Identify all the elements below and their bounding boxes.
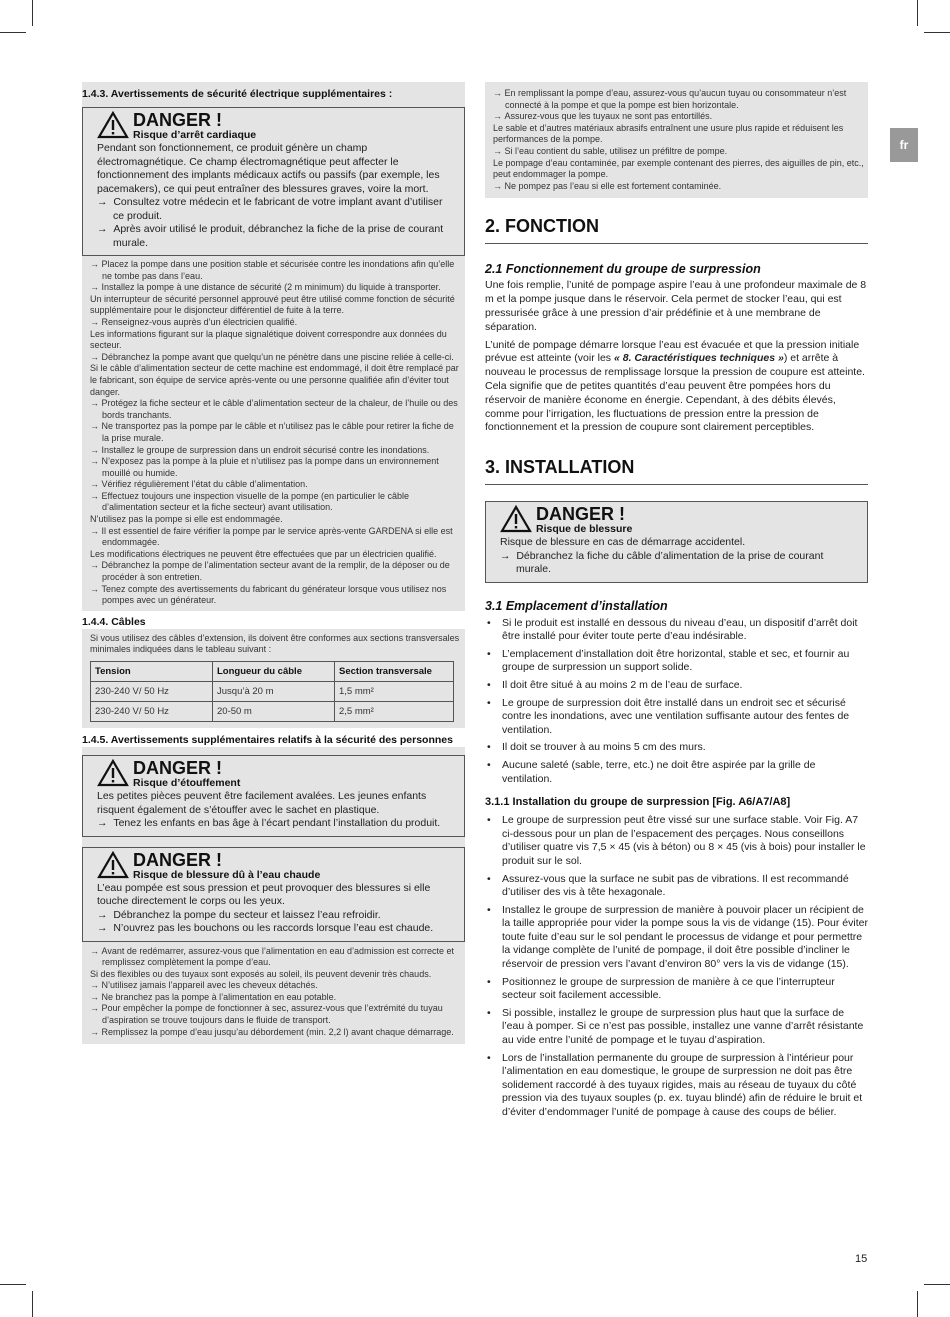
section-31-title: 3.1 Emplacement d’installation xyxy=(485,598,668,613)
instruction-item: → N’exposez pas la pompe à la pluie et n’utilisez pas la pompe dans un environnement mouillé ou humide. xyxy=(90,456,461,479)
paragraph: L’unité de pompage démarre lorsque l’eau est évacuée et que la pression initiale prévue est atteinte (voir les « 8. Caractéristiques techniques ») et arrête à nouveau le processus de remplissage lorsque la pression de coupure est atteinte. Cela signifie que de petites quantités d’eau peuvent être pompées hors du réservoir de manière économe en énergie. Cependant, à des débits élevés, comme pour l’irrigation, les fluctuations de pression entre la pression de fonctionnement et la pression de coupure sont clairement perceptibles. xyxy=(485,338,865,434)
note-item: Si des flexibles ou des tuyaux sont exposés au soleil, ils peuvent devenir très chauds. xyxy=(90,968,432,979)
warning-triangle-icon xyxy=(97,759,129,787)
table-row xyxy=(91,702,454,722)
note-item: Si le câble d’alimentation secteur de cette machine est endommagé, il doit être remplacé par le fabricant, son équipe de service après-vente ou une personne qualifiée afin d’éviter tout danger. xyxy=(90,363,459,397)
list-item: • Il doit se trouver à au moins 5 cm des murs. xyxy=(485,741,868,755)
section-21-title: 2.1 Fonctionnement du groupe de surpression xyxy=(485,262,761,277)
warning-triangle-icon xyxy=(97,111,129,139)
electrical-safety-list xyxy=(82,256,465,607)
danger-subtitle: Risque d’arrêt cardiaque xyxy=(133,129,257,141)
note-item: Le pompage d’eau contaminée, par exemple contenant des pierres, des aiguilles de pin, etc., peut endommager la pompe. xyxy=(493,157,864,180)
section-2-title: 2. FONCTION xyxy=(485,216,600,237)
list-item: • Le groupe de surpression doit être installé dans un endroit sec et sécurisé contre les inondations, avec une ventilation suffisante autour des fentes de ventilation. xyxy=(485,697,868,738)
danger-title: DANGER ! xyxy=(133,110,222,130)
instruction-item: → Renseignez-vous auprès d’un électricien qualifié. xyxy=(90,317,461,329)
instruction-item: → Vérifiez régulièrement l’état du câble d’alimentation. xyxy=(90,479,461,491)
cables-table xyxy=(90,661,454,722)
danger-instruction: → Consultez votre médecin et le fabricant de votre implant avant d’utiliser ce produit. xyxy=(97,196,452,223)
section-311-title: 3.1.1 Installation du groupe de surpression [Fig. A6/A7/A8] xyxy=(485,796,791,809)
instruction-item: → Si l’eau contient du sable, utilisez un préfiltre de pompe. xyxy=(493,146,864,158)
crop-mark xyxy=(924,1284,950,1285)
instruction-item: → Protégez la fiche secteur et le câble d’alimentation secteur de la chaleur, de l’huile ou des bords tranchants. xyxy=(90,398,461,421)
table-cell: 2,5 mm² xyxy=(335,702,454,722)
warning-triangle-icon xyxy=(97,851,129,879)
note-item: Un interrupteur de sécurité personnel approuvé peut être utilisé comme fonction de sécurité supplémentaire pour le disjoncteur différentiel de fuite à la terre. xyxy=(90,293,455,316)
instruction-item: → Ne pompez pas l’eau si elle est fortement contaminée. xyxy=(493,181,864,193)
instruction-item: → Ne branchez pas la pompe à l’alimentation en eau potable. xyxy=(90,992,461,1004)
installation-steps-list xyxy=(485,814,868,1119)
danger-title: DANGER ! xyxy=(133,849,222,870)
crop-mark xyxy=(917,0,918,26)
crop-mark xyxy=(32,0,33,26)
installation-location-list xyxy=(485,617,868,787)
danger-text: Pendant son fonctionnement, ce produit génère un champ électromagnétique. Ce champ électromagnétique peut affecter le fonctionnement des implants médicaux actifs ou passifs (par exemple, les pacemakers), ce qui peut entraîner des blessures graves, voire la mort. xyxy=(97,142,440,195)
instruction-item: → Débranchez la pompe avant que quelqu’un ne pénètre dans une piscine reliée à celle-ci. xyxy=(90,352,461,364)
note-item: Le sable et d’autres matériaux abrasifs entraînent une usure plus rapide et réduisent les performances de la pompe. xyxy=(493,122,844,145)
danger-text: Les petites pièces peuvent être facilement avalées. Les jeunes enfants risquent également de s’étouffer avec le sachet en plastique. xyxy=(97,790,427,816)
page-number: 15 xyxy=(855,1253,868,1265)
instruction-item: → Il est essentiel de faire vérifier la pompe par le service après-vente GARDENA si elle est endommagée. xyxy=(90,526,461,549)
instruction-item: → Avant de redémarrer, assurez-vous que l’alimentation en eau d’admission est correcte et remplissez complètement la pompe d’eau. xyxy=(90,946,461,969)
cables-section xyxy=(82,629,465,728)
danger-instruction: → N’ouvrez pas les bouchons ou les raccords lorsque l’eau est chaude. xyxy=(97,922,452,936)
danger-subtitle: Risque de blessure dû à l’eau chaude xyxy=(133,868,321,881)
crop-mark xyxy=(32,1291,33,1317)
section-143-title: 1.4.3. Avertissements de sécurité électrique supplémentaires : xyxy=(82,88,393,100)
instruction-item: → Installez le groupe de surpression dans un endroit sécurisé contre les inondations. xyxy=(90,445,461,457)
danger-instruction: → Débranchez la pompe du secteur et laissez l’eau refroidir. xyxy=(97,909,452,923)
cross-reference: « 8. Caractéristiques techniques » xyxy=(613,352,784,365)
list-item: • Si le produit est installé en dessous du niveau d’eau, un dispositif d’arrêt doit être installé pour éviter toute perte d’eau indésirable. xyxy=(485,617,868,644)
list-item: • Lors de l’installation permanente du groupe de surpression à l’intérieur pour l’alimentation en eau domestique, le groupe de surpression ne doit pas être solidement raccordé à des tuyaux rigides, mais au réseau de tuyaux du côté pression via des tuyaux souples (p. ex. tuyau blindé) afin de réduire le bruit et d’éviter d’endommager l’unité de pompage à cause des coups de bélier. xyxy=(485,1052,868,1120)
cables-intro: Si vous utilisez des câbles d’extension, ils doivent être conformes aux sections transversales minimales indiquées dans le tableau suivant : xyxy=(90,632,460,655)
danger-text: Risque de blessure en cas de démarrage accidentel. xyxy=(500,536,746,549)
table-cell: 230-240 V/ 50 Hz xyxy=(91,682,213,702)
instruction-item: → N’utilisez jamais l’appareil avec les cheveux détachés. xyxy=(90,980,461,992)
danger-instruction: → Tenez les enfants en bas âge à l’écart pendant l’installation du produit. xyxy=(97,817,452,831)
list-item: • Si possible, installez le groupe de surpression plus haut que la surface de l’eau à pomper. Si ce n’est pas possible, installez une vanne d’arrêt résistante au vide entre l’unité de pompage et le tuyau d’aspiration. xyxy=(485,1007,868,1048)
table-header: Tension xyxy=(91,662,213,682)
table-header: Longueur du câble xyxy=(213,662,335,682)
section-144-title: 1.4.4. Câbles xyxy=(82,615,146,628)
note-item: Les informations figurant sur la plaque signalétique doivent correspondre aux données du secteur. xyxy=(90,328,447,351)
crop-mark xyxy=(0,32,26,33)
danger-box-choking xyxy=(82,755,465,837)
danger-title: DANGER ! xyxy=(133,758,222,778)
table-cell: 20-50 m xyxy=(213,702,335,722)
list-item: • Installez le groupe de surpression de manière à pouvoir placer un récipient de la taille appropriée pour vider la pompe sous la vis de vidange (15). Pour éviter toute fuite d’eau sur le sol pendant le processus de vidange et pour permettre la vidange complète de l’unité de pompage, il doit être possible d’incliner le réservoir de pression vers l’avant d’environ 80° vers la vis de vidange (15). xyxy=(485,904,868,972)
danger-instruction: → Débranchez la fiche du câble d’alimentation de la prise de courant murale. xyxy=(500,550,855,577)
note-item: Les modifications électriques ne peuvent être effectuées que par un électricien qualifié. xyxy=(90,548,437,559)
table-header-row xyxy=(91,662,454,682)
instruction-item: → Installez la pompe à une distance de sécurité (2 m minimum) du liquide à transporter. xyxy=(90,282,461,294)
right-column xyxy=(485,82,868,1124)
instruction-item: → Ne transportez pas la pompe par le câble et n’utilisez pas le câble pour retirer la fiche de la prise murale. xyxy=(90,421,461,444)
instruction-item: → Assurez-vous que les tuyaux ne sont pas entortillés. xyxy=(493,111,864,123)
danger-text: L’eau pompée est sous pression et peut provoquer des blessures si elle touche directement le corps ou les yeux. xyxy=(97,881,431,907)
electrical-safety-section xyxy=(82,82,465,611)
personal-safety-list xyxy=(82,942,465,1041)
danger-title: DANGER ! xyxy=(536,504,625,525)
table-row xyxy=(91,682,454,702)
instruction-item: → Placez la pompe dans une position stable et sécurisée contre les inondations afin qu’elle ne tombe pas dans l’eau. xyxy=(90,259,461,282)
crop-mark xyxy=(0,1284,26,1285)
list-item: • Le groupe de surpression peut être vissé sur une surface stable. Voir Fig. A7 ci-dessous pour un plan de l’espacement des perçages. Nous conseillons d’utiliser quatre vis 7,5 × 45 (vis à béton) ou 8 × 45 (vis à bois) pour installer le produit sur le sol. xyxy=(485,814,868,868)
warning-triangle-icon xyxy=(500,505,532,533)
instruction-item: → Débranchez la pompe de l’alimentation secteur avant de la remplir, de la déposer ou de procéder à son entretien. xyxy=(90,560,461,583)
crop-mark xyxy=(917,1291,918,1317)
personal-safety-section xyxy=(82,747,465,1044)
left-column xyxy=(82,82,465,1044)
danger-box-hot-water xyxy=(82,847,465,942)
table-cell: 1,5 mm² xyxy=(335,682,454,702)
instruction-item: → Pour empêcher la pompe de fonctionner à sec, assurez-vous que l’extrémité du tuyau d’aspiration se trouve toujours dans le fluide de transport. xyxy=(90,1003,461,1026)
list-item: • Assurez-vous que la surface ne subit pas de vibrations. Il est recommandé d’utiliser des vis à tête hexagonale. xyxy=(485,873,868,900)
list-item: • Positionnez le groupe de surpression de manière à ce que l’interrupteur secteur soit facilement accessible. xyxy=(485,976,868,1003)
instruction-item: → Tenez compte des avertissements du fabricant du générateur lorsque vous utilisez nos pompes avec un générateur. xyxy=(90,584,461,607)
instruction-item: → Remplissez la pompe d’eau jusqu’au débordement (min. 2,2 l) avant chaque démarrage. xyxy=(90,1027,461,1039)
list-item: • Aucune saleté (sable, terre, etc.) ne doit être aspirée par la grille de ventilation. xyxy=(485,759,868,786)
crop-mark xyxy=(924,32,950,33)
danger-box-injury xyxy=(485,501,868,583)
list-item: • Il doit être situé à au moins 2 m de l’eau de surface. xyxy=(485,679,868,693)
section-145-title: 1.4.5. Avertissements supplémentaires relatifs à la sécurité des personnes xyxy=(82,734,453,746)
table-cell: Jusqu’à 20 m xyxy=(213,682,335,702)
language-tab: fr xyxy=(890,128,918,162)
pump-usage-list xyxy=(485,82,868,198)
danger-instruction: → Après avoir utilisé le produit, débranchez la fiche de la prise de courant murale. xyxy=(97,223,452,250)
danger-subtitle: Risque de blessure xyxy=(536,523,633,536)
paragraph: Une fois remplie, l’unité de pompage aspire l’eau à une profondeur maximale de 8 m et la pompe jusque dans le réservoir. Cela permet de stocker l’eau, qui est pressurisée grâce à une pression d’air prédéfinie et à une membrane de séparation. xyxy=(485,279,867,333)
danger-subtitle: Risque d’étouffement xyxy=(133,777,241,789)
instruction-item: → Effectuez toujours une inspection visuelle de la pompe (en particulier le câble d’alimentation secteur et la fiche secteur) avant utilisation. xyxy=(90,491,461,514)
section-3-title: 3. INSTALLATION xyxy=(485,457,635,478)
danger-box-cardiac xyxy=(82,107,465,256)
table-header: Section transversale xyxy=(335,662,454,682)
note-item: N’utilisez pas la pompe si elle est endommagée. xyxy=(90,514,283,525)
list-item: • L’emplacement d’installation doit être horizontal, stable et sec, et fournir au groupe de surpression un support solide. xyxy=(485,648,868,675)
instruction-item: → En remplissant la pompe d’eau, assurez-vous qu’aucun tuyau ou consommateur n’est connecté à la pompe et que la pompe est bien horizontale. xyxy=(493,88,864,111)
table-cell: 230-240 V/ 50 Hz xyxy=(91,702,213,722)
